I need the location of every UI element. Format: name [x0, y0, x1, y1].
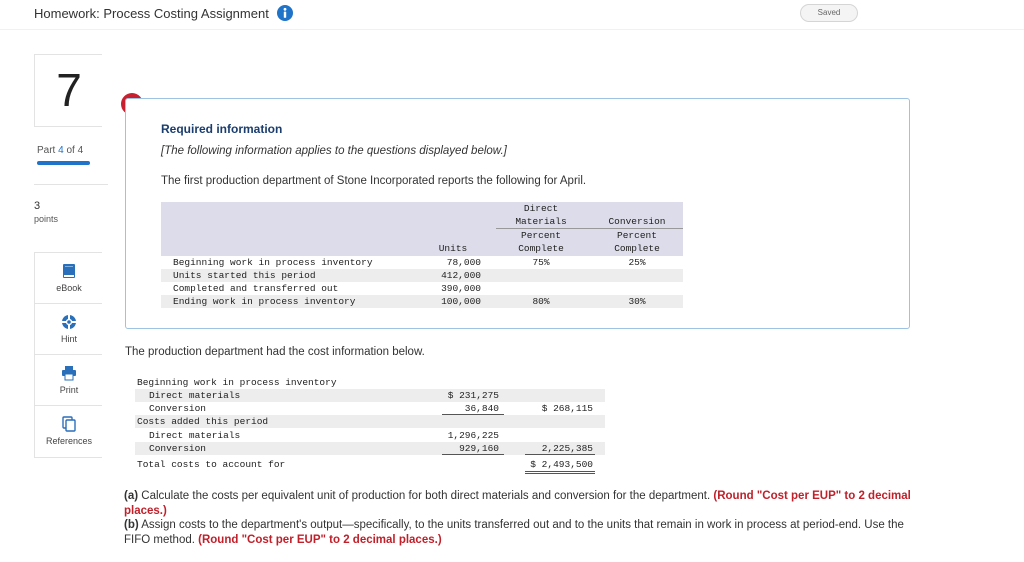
hint-button[interactable] [35, 304, 102, 355]
row-label: Completed and transferred out [173, 283, 339, 294]
conv-header-line1: Conversion [608, 216, 666, 227]
table-row [161, 282, 683, 295]
question-b [124, 518, 914, 547]
cost-table [135, 376, 605, 474]
question-rail [0, 30, 110, 562]
row-units: 412,000 [441, 270, 481, 281]
table-row [135, 376, 605, 389]
ebook-button[interactable] [35, 253, 102, 304]
table-row [135, 429, 605, 442]
part-prefix: Part [37, 145, 59, 156]
question-number-box [34, 54, 102, 127]
panel-heading: Required information [161, 122, 283, 136]
cost-col2: 2,225,385 [541, 443, 593, 454]
question-a-text: Calculate the costs per equivalent unit of production for both direct materials and conversion for the department. [138, 490, 714, 502]
table-row [135, 458, 605, 471]
dm-header-line3: Percent [521, 230, 561, 241]
table-row [161, 269, 683, 282]
subtotal-rule [442, 454, 504, 455]
panel-note: [The following information applies to the questions displayed below.] [161, 145, 507, 157]
conv-header-line2: Percent [617, 230, 657, 241]
cost-col1: 1,296,225 [447, 430, 499, 441]
cost-label: Direct materials [149, 390, 241, 401]
row-dm: 80% [532, 296, 550, 307]
book-icon [61, 263, 77, 279]
table-row [161, 295, 683, 308]
units-header: Units [438, 243, 468, 254]
hint-label: Hint [60, 334, 77, 344]
cost-col1: $ 231,275 [447, 390, 499, 401]
dm-header-line4: Complete [518, 243, 564, 254]
points-value: 3 [34, 200, 41, 212]
row-conv: 30% [628, 296, 646, 307]
rail-divider [34, 184, 108, 185]
total-rule [525, 471, 595, 472]
cost-col2: $ 268,115 [541, 403, 593, 414]
part-progress-bar [37, 161, 90, 165]
panel-intro: The first production department of Stone Incorporated reports the following for April. [161, 175, 587, 187]
row-units: 78,000 [446, 257, 481, 268]
points-label: points [34, 214, 59, 224]
info-icon[interactable] [277, 5, 293, 21]
row-units: 100,000 [441, 296, 481, 307]
cost-label: Beginning work in process inventory [137, 377, 337, 388]
references-button[interactable] [35, 406, 102, 457]
table-row [135, 389, 605, 402]
cost-col1: 929,160 [459, 443, 499, 454]
dm-header-line1: Direct [523, 203, 559, 214]
conv-header-line3: Complete [614, 243, 660, 254]
question-b-text: Assign costs to the department's output—specifically, to the units transferred out and to the units that remain in work in process at period-end. Use the FIFO method. [124, 519, 904, 546]
subtotal-rule [525, 454, 595, 455]
question-a-round: (Round "Cost per EUP" to 2 decimal places.) [124, 490, 911, 517]
cost-intro: The production department had the cost information below. [125, 346, 425, 358]
total-rule [525, 473, 595, 474]
question-a [124, 489, 914, 518]
table-row [135, 402, 605, 415]
row-conv: 25% [628, 257, 646, 268]
question-a-prefix: (a) [124, 490, 139, 502]
print-label: Print [59, 385, 79, 395]
part-indicator [37, 145, 83, 156]
cost-label: Conversion [149, 403, 207, 414]
ebook-label: eBook [56, 283, 82, 293]
required-info-panel [125, 98, 910, 329]
question-prompts [124, 489, 914, 547]
references-label: References [45, 436, 93, 446]
cost-label: Costs added this period [137, 416, 269, 427]
cost-label: Total costs to account for [137, 459, 286, 470]
row-dm: 75% [532, 257, 550, 268]
print-icon [61, 365, 77, 381]
references-icon [61, 416, 77, 432]
question-b-prefix: (b) [124, 519, 139, 531]
row-label: Ending work in process inventory [173, 296, 356, 307]
assignment-title: Homework: Process Costing Assignment [34, 6, 269, 21]
dm-header-line2: Materials [515, 216, 567, 227]
cost-label: Conversion [149, 443, 207, 454]
row-label: Units started this period [173, 270, 316, 281]
table-row [161, 256, 683, 269]
hint-icon [61, 314, 77, 330]
production-table [161, 202, 683, 308]
print-button[interactable] [35, 355, 102, 406]
row-label: Beginning work in process inventory [173, 257, 373, 268]
question-number: 7 [56, 64, 82, 116]
table-row [135, 415, 605, 428]
cost-label: Direct materials [149, 430, 241, 441]
saved-status-badge: Saved [800, 4, 858, 22]
part-current: 4 [58, 145, 64, 156]
header-bar [0, 0, 1024, 30]
row-units: 390,000 [441, 283, 481, 294]
tool-list [34, 252, 102, 458]
cost-col1: 36,840 [464, 403, 499, 414]
part-suffix: of 4 [63, 145, 84, 156]
cost-total: $ 2,493,500 [530, 459, 593, 470]
question-b-round: (Round "Cost per EUP" to 2 decimal places.) [198, 533, 442, 546]
